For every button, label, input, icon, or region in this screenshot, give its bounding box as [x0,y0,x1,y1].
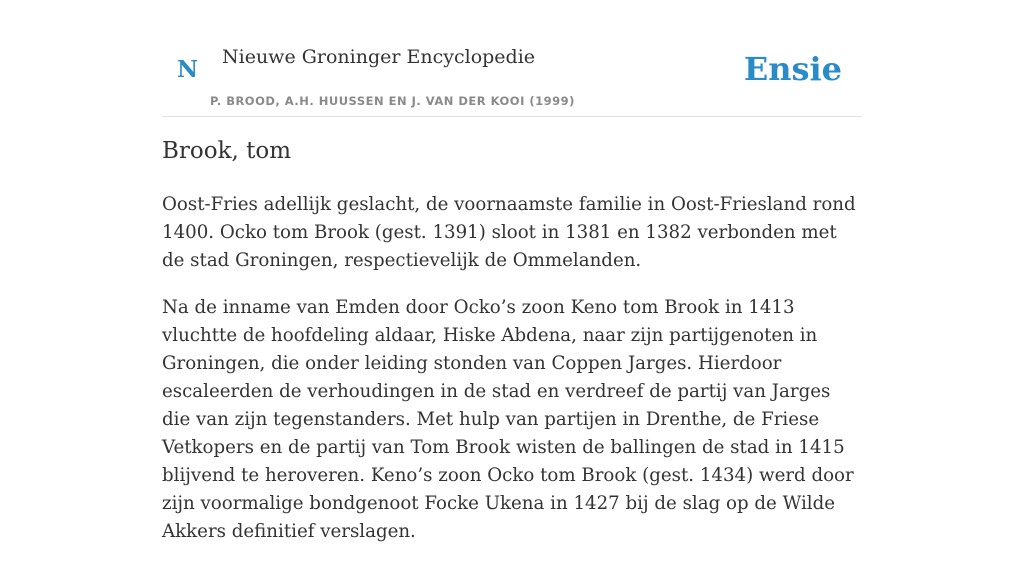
source-logo-icon[interactable]: N [177,56,199,83]
source-authors: P. BROOD, A.H. HUUSSEN EN J. VAN DER KOOI (1999) [210,94,575,108]
source-title-link[interactable]: Nieuwe Groninger Encyclopedie [222,46,536,68]
entry-body [162,191,862,565]
entry-title: Brook, tom [162,138,292,164]
entry-paragraph: Na de inname van Emden door Ocko’s zoon Keno tom Brook in 1413 vluchtte de hoofdeling aldaar, Hiske Abdena, naar zijn partijgenoten in Groningen, die onder leiding stonden van Coppen Jarges. Hierdoor escaleerden de verhoudingen in de stad en verdreef de partij van Jarges die van zijn tegenstanders. Met hulp van partijen in Drenthe, de Friese Vetkopers en de partij van Tom Brook wisten de ballingen de stad in 1415 blijvend te heroveren. Keno’s zoon Ocko tom Brook (gest. 1434) werd door zijn voormalige bondgenoot Focke Ukena in 1427 bij de slag op de Wilde Akkers definitief verslagen. [162,297,854,542]
entry-paragraph: Oost-Fries adellijk geslacht, de voornaamste familie in Oost-Friesland rond 1400. Ocko tom Brook (gest. 1391) sloot in 1381 en 1382 verbonden met de stad Groningen, respectievelijk de Ommelanden. [162,194,856,271]
ensie-logo-link[interactable]: Ensie [743,50,842,88]
source-header [162,0,862,117]
